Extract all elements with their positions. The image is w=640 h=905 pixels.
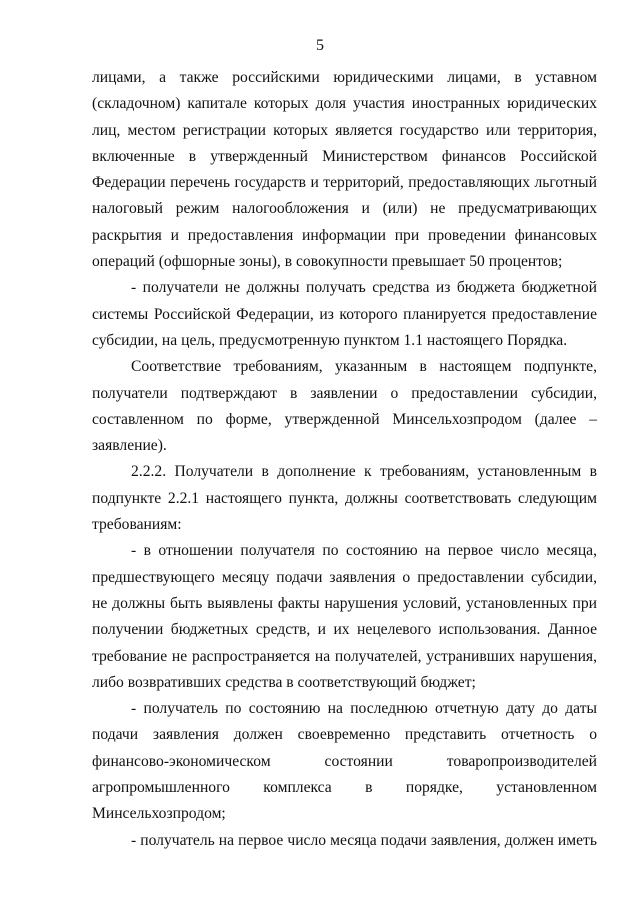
document-body (92, 65, 597, 854)
paragraph: - получатель на первое число месяца подачи заявления, должен иметь (131, 831, 597, 849)
paragraph: - получатели не должны получать средства из бюджета бюджетной системы Российской Федерации, из которого планируется предоставление субсидии, на цель, предусмотренную пунктом 1.1 настоящего Порядка. (92, 279, 597, 349)
paragraph: - получатель по состоянию на последнюю отчетную дату до даты подачи заявления должен своевременно представить отчетность о финансово-экономическом состоянии товаропроизводителей агропромышленного комплекса в порядке, установленном Минсельхозпродом; (92, 700, 597, 823)
paragraph: 2.2.2. Получатели в дополнение к требованиям, установленным в подпункте 2.2.1 настоящего пункта, должны соответствовать следующим требованиям: (92, 463, 597, 534)
paragraph: - в отношении получателя по состоянию на первое число месяца, предшествующего месяцу подачи заявления о предоставлении субсидии, не должны быть выявлены факты нарушения условий, установленных при получении бюджетных средств, и их нецелевого использования. Данное требование не распространяется на получателей, устранивших нарушения, либо возвративших средства в соответствующий бюджет; (92, 542, 597, 691)
paragraph: Соответствие требованиям, указанным в настоящем подпункте, получатели подтверждают в заявлении о предоставлении субсидии, составленном по форме, утвержденной Минсельхозпродом (далее – заявление). (92, 358, 597, 455)
page-number: 5 (316, 37, 324, 54)
paragraph: лицами, а также российскими юридическими лицами, в уставном (складочном) капитале которых доля участия иностранных юридических лиц, местом регистрации которых является государство или территория, включенные в утвержденный Министерством финансов Российской Федерации перечень государств и территорий, предоставляющих льготный налоговый режим налогообложения и (или) не предусматривающих раскрытия и предоставления информации при проведении финансовых операций (офшорные зоны), в совокупности превышает 50 процентов; (92, 69, 597, 271)
